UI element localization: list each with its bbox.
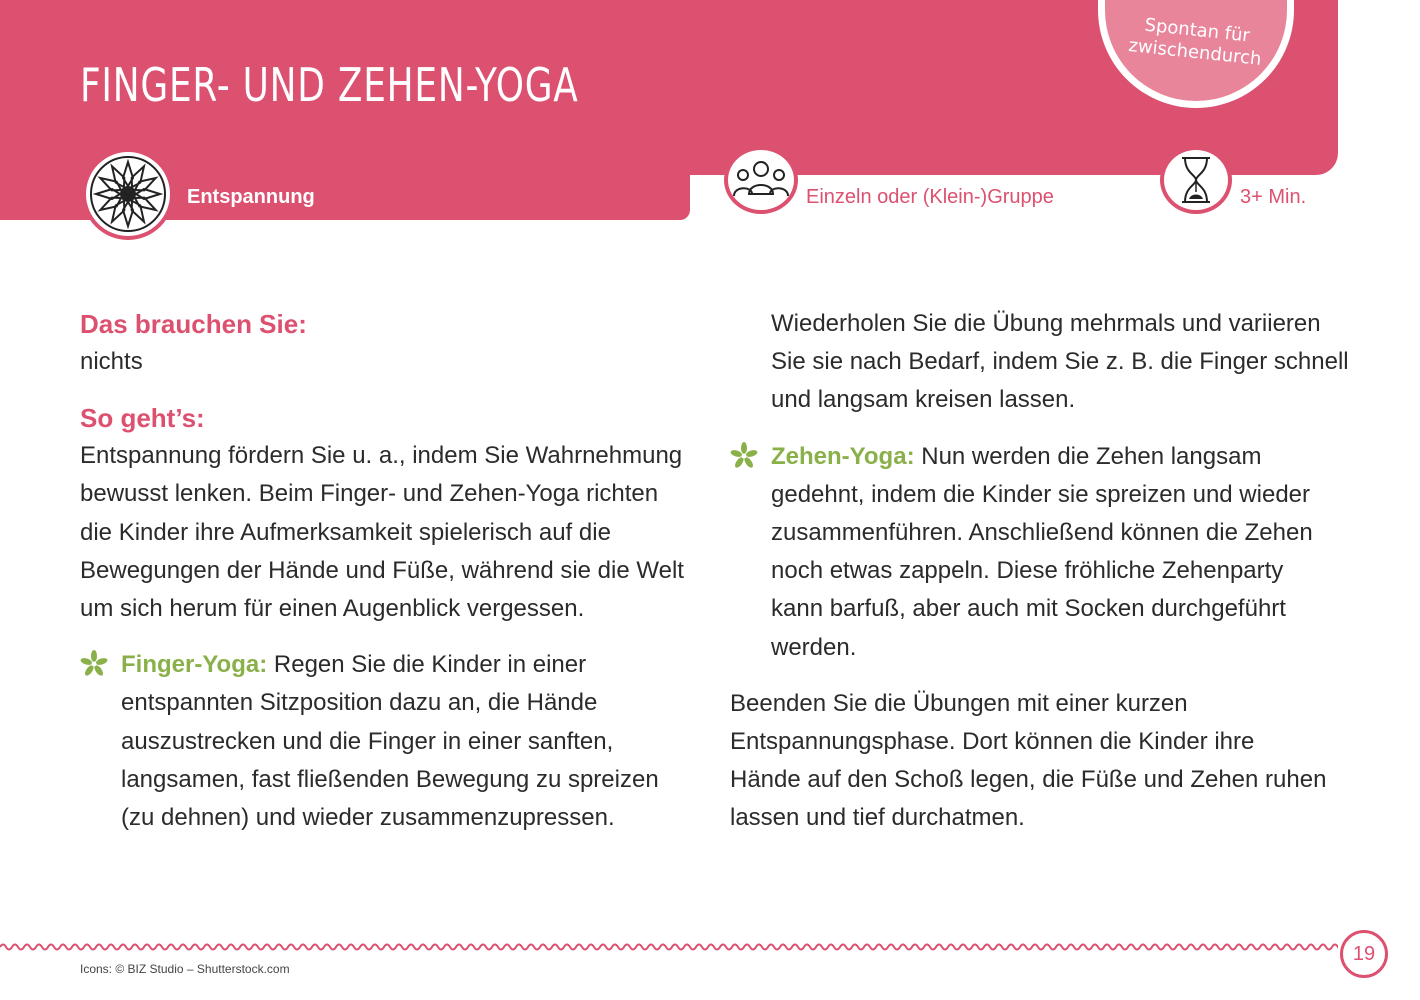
finger-yoga-lead: Finger-Yoga: xyxy=(121,651,268,679)
howto-heading: So geht’s: xyxy=(80,403,205,434)
flower-bullet-icon xyxy=(80,650,108,678)
lotus-icon xyxy=(82,148,174,240)
lotus-icon-graphic xyxy=(90,156,166,232)
repeat-paragraph: Wiederholen Sie die Übung mehrmals und variieren Sie sie nach Bedarf, indem Sie z. B. die Finger schnell und langsam kreisen lassen. xyxy=(771,310,1349,414)
group-icon-graphic xyxy=(730,158,792,202)
left-column xyxy=(80,305,700,837)
icon-credits: Icons: © BIZ Studio – Shutterstock.com xyxy=(80,962,290,976)
wave-divider xyxy=(0,940,1338,954)
page-number: 19 xyxy=(1340,930,1388,978)
zehen-yoga-text: Nun werden die Zehen langsam gedehnt, indem die Kinder sie spreizen und wieder zusammenführen. Anschließend können die Zehen noch etwas zappeln. Diese fröhliche Zehenparty kann barfuß, aber auch mit Socken durchgeführt werden. xyxy=(771,442,1313,661)
category-label: Entspannung xyxy=(187,186,315,208)
right-column xyxy=(730,305,1350,838)
zehen-yoga-item xyxy=(730,438,1330,667)
hourglass-icon-graphic xyxy=(1179,155,1213,205)
zehen-yoga-lead: Zehen-Yoga: xyxy=(771,442,915,470)
closing-paragraph: Beenden Sie die Übungen mit einer kurzen Entspannungsphase. Dort können die Kinder ihre Hände auf den Schoß legen, die Füße und Zehen ruhen lassen und tief durchatmen. xyxy=(730,689,1327,832)
hourglass-icon xyxy=(1160,146,1232,214)
finger-yoga-item xyxy=(80,646,660,837)
flower-bullet-icon xyxy=(730,442,758,470)
needs-text: nichts xyxy=(80,348,143,375)
finger-yoga-text: Regen Sie die Kinder in einer entspannten Sitzposition dazu an, die Hände auszustrecken und die Finger in einer sanften, langsamen, fast fließenden Bewegung zu spreizen (zu dehnen) und wieder zusammenzupressen. xyxy=(121,651,659,832)
needs-heading: Das brauchen Sie: xyxy=(80,309,307,339)
group-size-label: Einzeln oder (Klein-)Gruppe xyxy=(806,186,1054,208)
group-icon xyxy=(724,146,798,214)
badge-text: Spontan für zwischendurch xyxy=(1127,14,1263,70)
page-title: FINGER- UND ZEHEN-YOGA xyxy=(80,58,579,112)
intro-paragraph: Entspannung fördern Sie u. a., indem Sie Wahrnehmung bewusst lenken. Beim Finger- und Zehen-Yoga richten die Kinder ihre Aufmerksamkeit spielerisch auf die Bewegungen der Hände und Füße, während sie die Welt um sich herum für einen Augenblick vergessen. xyxy=(80,442,684,623)
duration-label: 3+ Min. xyxy=(1240,186,1307,208)
